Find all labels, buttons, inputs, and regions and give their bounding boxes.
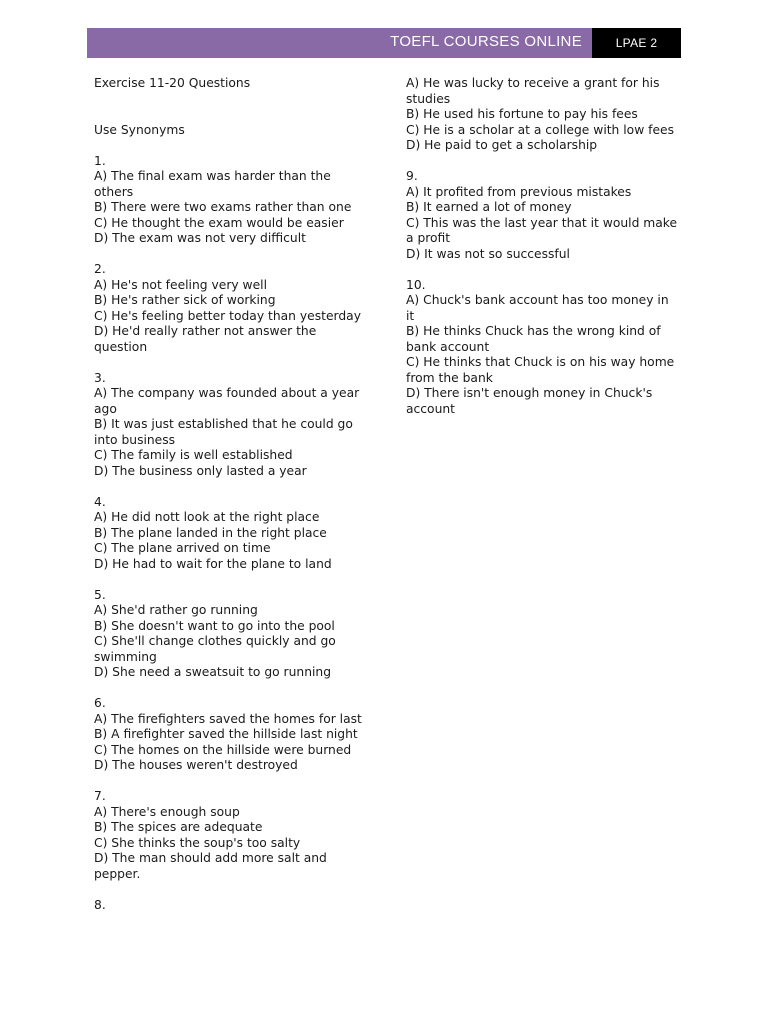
- question-option: C) He is a scholar at a college with low fees: [406, 122, 675, 137]
- question-option: A) The firefighters saved the homes for last: [94, 711, 362, 726]
- question-option: C) He thought the exam would be easier: [94, 215, 344, 230]
- question-option: C) He's feeling better today than yesterday: [94, 308, 361, 323]
- question-option: C) This was the last year that it would make a profit: [406, 215, 678, 245]
- question-4: [94, 495, 366, 573]
- question-option: C) She thinks the soup's too salty: [94, 835, 301, 850]
- question-7: [94, 789, 366, 882]
- question-8-options: [406, 76, 678, 154]
- question-10: [406, 278, 678, 418]
- exercise-title: Exercise 11-20 Questions: [94, 76, 251, 90]
- question-option: D) The business only lasted a year: [94, 463, 307, 478]
- question-option: D) He'd really rather not answer the question: [94, 324, 317, 354]
- question-option: C) The homes on the hillside were burned: [94, 742, 352, 757]
- question-option: D) He paid to get a scholarship: [406, 138, 598, 152]
- question-option: A) It profited from previous mistakes: [406, 184, 632, 199]
- header-title: TOEFL COURSES ONLINE: [87, 28, 592, 58]
- question-option: B) There were two exams rather than one: [94, 200, 352, 214]
- question-option: B) It was just established that he could go into business: [94, 417, 353, 447]
- question-option: D) The houses weren't destroyed: [94, 758, 298, 772]
- question-option: B) He used his fortune to pay his fees: [406, 107, 638, 121]
- question-8-start: [94, 898, 366, 914]
- question-number: 8.: [94, 897, 106, 912]
- question-option: B) He's rather sick of working: [94, 293, 276, 307]
- question-option: A) Chuck's bank account has too money in it: [406, 293, 669, 323]
- right-column: [406, 76, 678, 417]
- question-option: B) The plane landed in the right place: [94, 525, 327, 540]
- question-option: B) It earned a lot of money: [406, 200, 572, 214]
- question-number: 6.: [94, 696, 106, 710]
- question-option: D) There isn't enough money in Chuck's account: [406, 386, 653, 416]
- question-option: D) It was not so successful: [406, 246, 570, 261]
- question-option: A) She'd rather go running: [94, 603, 258, 617]
- question-number: 3.: [94, 370, 106, 385]
- question-option: C) The family is well established: [94, 448, 293, 462]
- question-option: D) She need a sweatsuit to go running: [94, 665, 332, 679]
- question-5: [94, 588, 366, 681]
- question-option: A) He's not feeling very well: [94, 277, 268, 292]
- question-option: B) A firefighter saved the hillside last night: [94, 727, 358, 741]
- question-option: D) The man should add more salt and pepper.: [94, 851, 327, 881]
- question-option: A) He did nott look at the right place: [94, 510, 320, 524]
- question-1: [94, 154, 366, 247]
- question-option: C) The plane arrived on time: [94, 541, 271, 555]
- question-number: 2.: [94, 262, 106, 276]
- question-number: 9.: [406, 169, 418, 183]
- question-option: A) The final exam was harder than the others: [94, 169, 331, 199]
- question-9: [406, 169, 678, 262]
- question-6: [94, 696, 366, 774]
- question-option: B) He thinks Chuck has the wrong kind of bank account: [406, 324, 661, 354]
- question-option: B) She doesn't want to go into the pool: [94, 618, 335, 633]
- question-option: C) She'll change clothes quickly and go swimming: [94, 634, 336, 664]
- question-option: D) The exam was not very difficult: [94, 231, 306, 245]
- question-option: C) He thinks that Chuck is on his way home from the bank: [406, 355, 675, 385]
- question-number: 5.: [94, 587, 106, 602]
- question-2: [94, 262, 366, 355]
- question-number: 7.: [94, 789, 106, 803]
- question-option: B) The spices are adequate: [94, 820, 263, 834]
- question-number: 10.: [406, 277, 426, 292]
- left-column: [94, 76, 366, 913]
- question-number: 1.: [94, 153, 106, 168]
- question-number: 4.: [94, 494, 106, 509]
- question-3: [94, 371, 366, 480]
- page-header: [87, 28, 681, 58]
- question-option: A) He was lucky to receive a grant for his studies: [406, 76, 660, 106]
- header-code: LPAE 2: [592, 28, 681, 58]
- question-option: A) There's enough soup: [94, 804, 240, 819]
- exercise-instruction: Use Synonyms: [94, 122, 185, 137]
- question-option: A) The company was founded about a year ago: [94, 386, 360, 416]
- question-option: D) He had to wait for the plane to land: [94, 556, 332, 571]
